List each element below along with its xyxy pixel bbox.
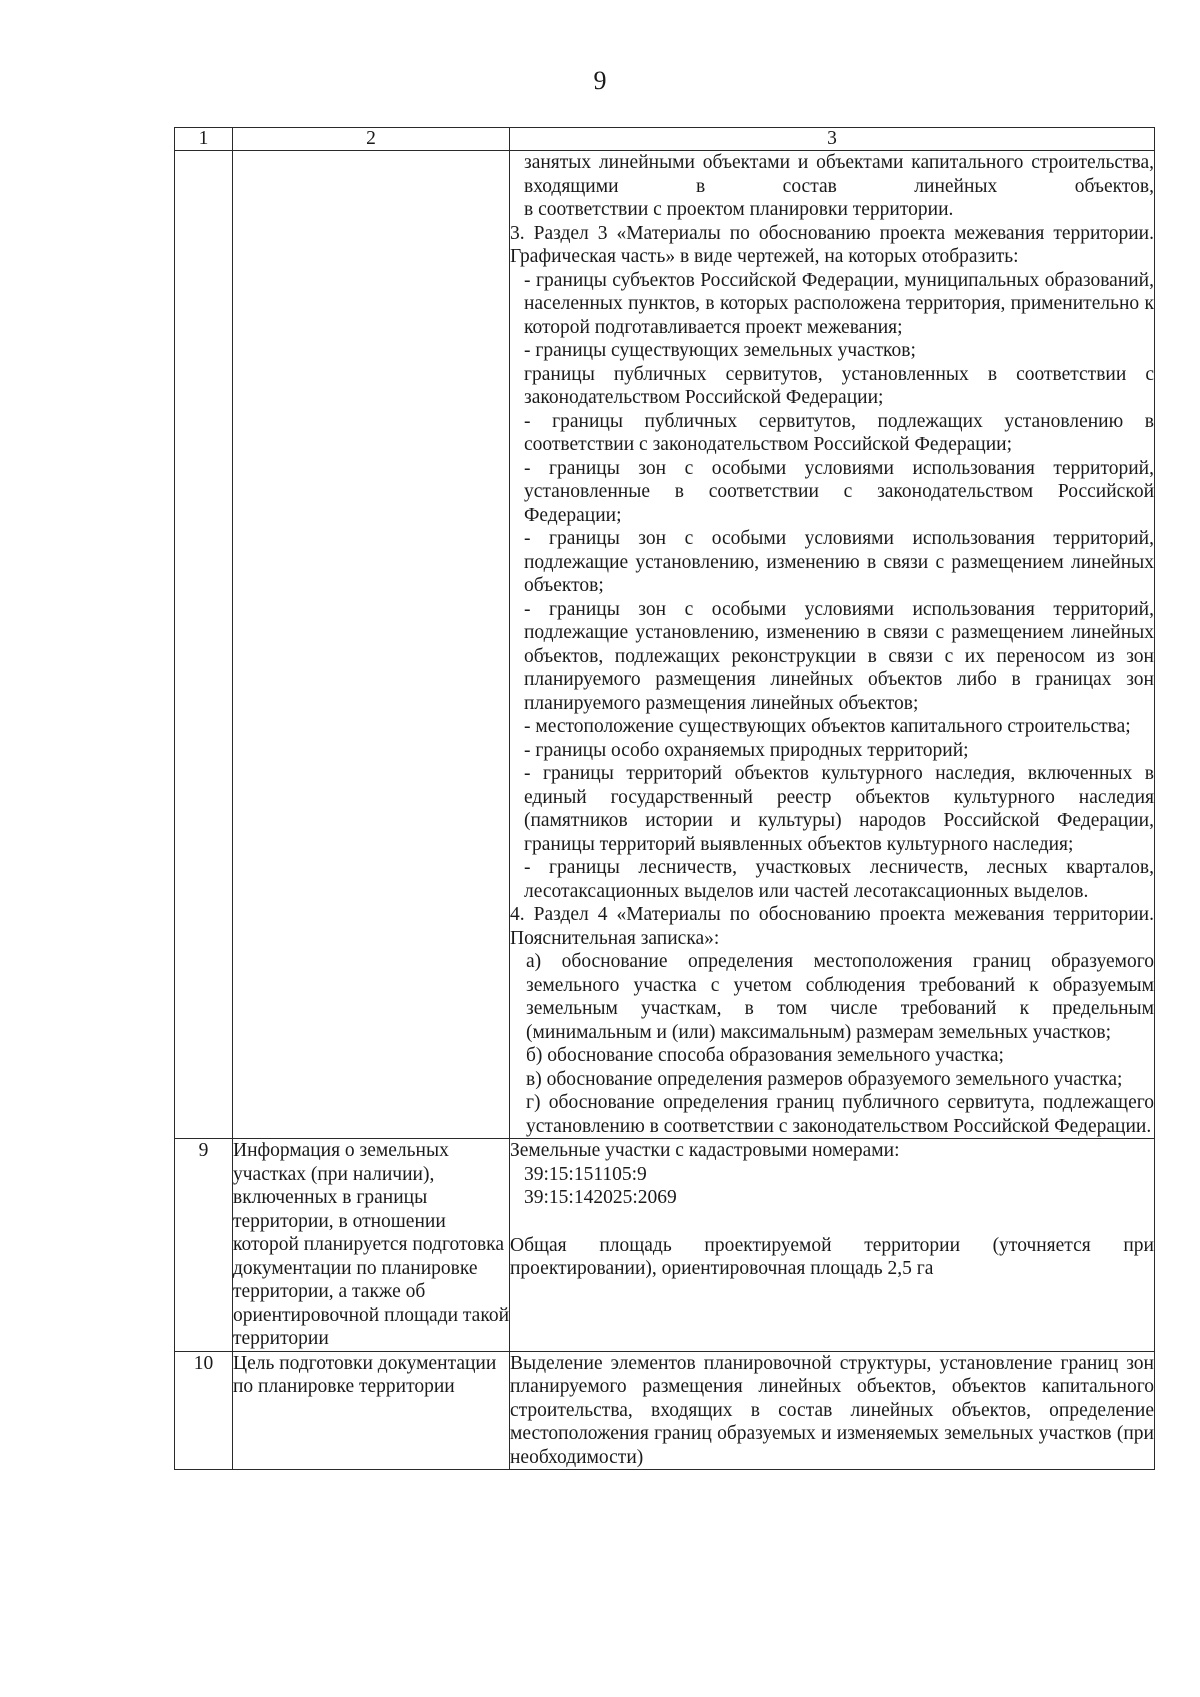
page-number: 9	[593, 66, 607, 95]
area-text: Общая площадь проектируемой территории (уточняется при проектировании), ориентировочная площадь 2,5 га	[510, 1234, 1154, 1279]
list-item: - границы субъектов Российской Федерации, муниципальных образований, населенных пунктов, в которых расположена территория, применительно к которой подготавливается проект межевания;	[524, 269, 1154, 338]
row-label: Информация о земельных участках (при наличии), включенных в границы территории, в отношении которой планируется подготовка документации по планировке территории, а также об ориентировочной площади такой территории	[233, 1140, 510, 1349]
list-item: - границы публичных сервитутов, подлежащих установлению в соответствии с законодательством Российской Федерации;	[524, 410, 1154, 455]
section-4-heading: 4. Раздел 4 «Материалы по обоснованию проекта межевания территории. Пояснительная записка»:	[510, 904, 1154, 949]
section-3-heading: 3. Раздел 3 «Материалы по обоснованию проекта межевания территории. Графическая часть» в виде чертежей, на которых отобразить:	[510, 222, 1154, 267]
paragraph: в соответствии с проектом планировки территории.	[524, 199, 954, 220]
list-item: - границы зон с особыми условиями использования территорий, установленные в соответствии с законодательством Российской Федерации;	[524, 457, 1154, 526]
list-item: б) обоснование способа образования земельного участка;	[526, 1045, 1004, 1066]
row-number-cell	[175, 151, 233, 1139]
requirements-table	[174, 127, 1155, 1470]
cadastral-intro: Земельные участки с кадастровыми номерами:	[510, 1140, 900, 1161]
row-number: 9	[175, 1139, 233, 1352]
row-number: 10	[175, 1351, 233, 1470]
list-item: - границы существующих земельных участков;	[524, 340, 916, 361]
table-header-row	[175, 128, 1155, 151]
list-item: - границы особо охраняемых природных территорий;	[524, 739, 969, 761]
row-label: Цель подготовки документации по планировке территории	[233, 1351, 510, 1470]
list-item: - границы зон с особыми условиями использования территорий, подлежащие установлению, изменению в связи с размещением линейных объектов, подлежащих реконструкции в связи с их переносом из зон планируемого размещения линейных объектов либо в границах зон планируемого размещения линейных объектов;	[524, 598, 1154, 714]
table-row	[175, 1139, 1155, 1352]
list-item: в) обоснование определения размеров образуемого земельного участка;	[526, 1068, 1123, 1090]
list-item: - границы территорий объектов культурного наследия, включенных в единый государственный реестр объектов культурного наследия (памятников истории и культуры) народов Российской Федерации, границы территорий выявленных объектов культурного наследия;	[524, 763, 1154, 855]
row-label-cell	[233, 151, 510, 1139]
list-item: а) обоснование определения местоположения границ образуемого земельного участка с учетом соблюдения требований к образуемым земельным участкам, в том числе требований к предельным (минимальным и (или) максимальным) размерам земельных участков;	[526, 951, 1154, 1043]
row-content	[510, 1139, 1155, 1352]
table-row	[175, 151, 1155, 1139]
list-item: - границы лесничеств, участковых лесничеств, лесных кварталов, лесотаксационных выделов или частей лесотаксационных выделов.	[524, 857, 1154, 902]
header-cell-3: 3	[510, 128, 1155, 151]
table-row	[175, 1351, 1155, 1470]
paragraph: занятых линейными объектами и объектами капитального строительства, входящими в состав линейных объектов,	[524, 152, 1154, 197]
list-item: - границы зон с особыми условиями использования территорий, подлежащие установлению, изменению в связи с размещением линейных объектов;	[524, 528, 1154, 596]
continuation-cell	[510, 151, 1155, 1139]
cadastral-number: 39:15:151105:9	[524, 1163, 647, 1185]
list-item: границы публичных сервитутов, установленных в соответствии с законодательством Российской Федерации;	[524, 363, 1154, 408]
header-cell-2: 2	[233, 128, 510, 151]
header-cell-1: 1	[175, 128, 233, 151]
list-item: г) обоснование определения границ публичного сервитута, подлежащего установлению в соответствии с законодательством Российской Федерации.	[526, 1092, 1154, 1137]
cadastral-number: 39:15:142025:2069	[524, 1187, 677, 1208]
list-item: - местоположение существующих объектов капитального строительства;	[524, 716, 1131, 737]
row-content: Выделение элементов планировочной структуры, установление границ зон планируемого размещения линейных объектов, объектов капитального строительства, входящих в состав линейных объектов, определение местоположения границ образуемых и изменяемых земельных участков (при необходимости)	[510, 1352, 1154, 1468]
